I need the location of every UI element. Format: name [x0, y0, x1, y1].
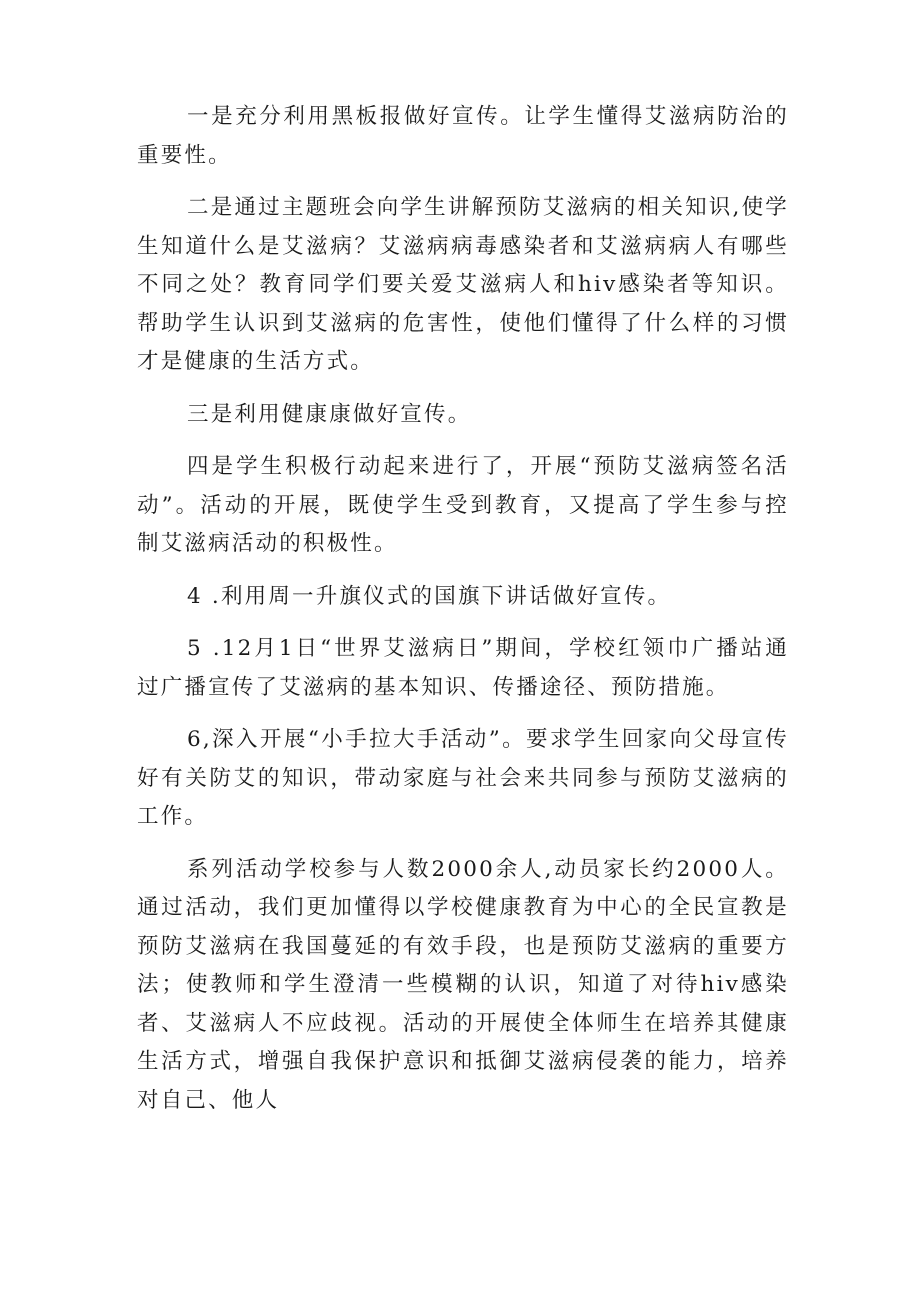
- document-body: [137, 98, 789, 1134]
- paragraph-1: 一是充分利用黑板报做好宣传。让学生懂得艾滋病防治的重要性。: [137, 104, 789, 168]
- paragraph-3: 三是利用健康康做好宣传。: [187, 401, 472, 427]
- paragraph-2: 二是通过主题班会向学生讲解预防艾滋病的相关知识,使学生知道什么是艾滋病？艾滋病病毒感染者和艾滋病病人有哪些不同之处？教育同学们要关爱艾滋病人和hiv感染者等知识。帮助学生认识到艾滋病的危害性，使他们懂得了什么样的习惯才是健康的生活方式。: [137, 195, 789, 374]
- paragraph-8: 系列活动学校参与人数2000余人,动员家长约2000人。通过活动，我们更加懂得以学校健康教育为中心的全民宣教是预防艾滋病在我国蔓延的有效手段，也是预防艾滋病的重要方法；使教师和学生澄清一些模糊的认识，知道了对待hiv感染者、艾滋病人不应歧视。活动的开展使全体师生在培养其健康生活方式，增强自我保护意识和抵御艾滋病侵袭的能力，培养对自己、他人: [137, 856, 789, 1113]
- paragraph-5: 4 .利用周一升旗仪式的国旗下讲话做好宣传。: [187, 583, 672, 609]
- paragraph-4: 四是学生积极行动起来进行了，开展“预防艾滋病签名活动”。活动的开展，既使学生受到教育，又提高了学生参与控制艾滋病活动的积极性。: [137, 454, 789, 556]
- paragraph-7: 6,深入开展“小手拉大手活动”。要求学生回家向父母宣传好有关防艾的知识，带动家庭与社会来共同参与预防艾滋病的工作。: [137, 727, 789, 829]
- paragraph-6: 5 .12月1日“世界艾滋病日”期间，学校红领巾广播站通过广播宣传了艾滋病的基本知识、传播途径、预防措施。: [137, 636, 789, 700]
